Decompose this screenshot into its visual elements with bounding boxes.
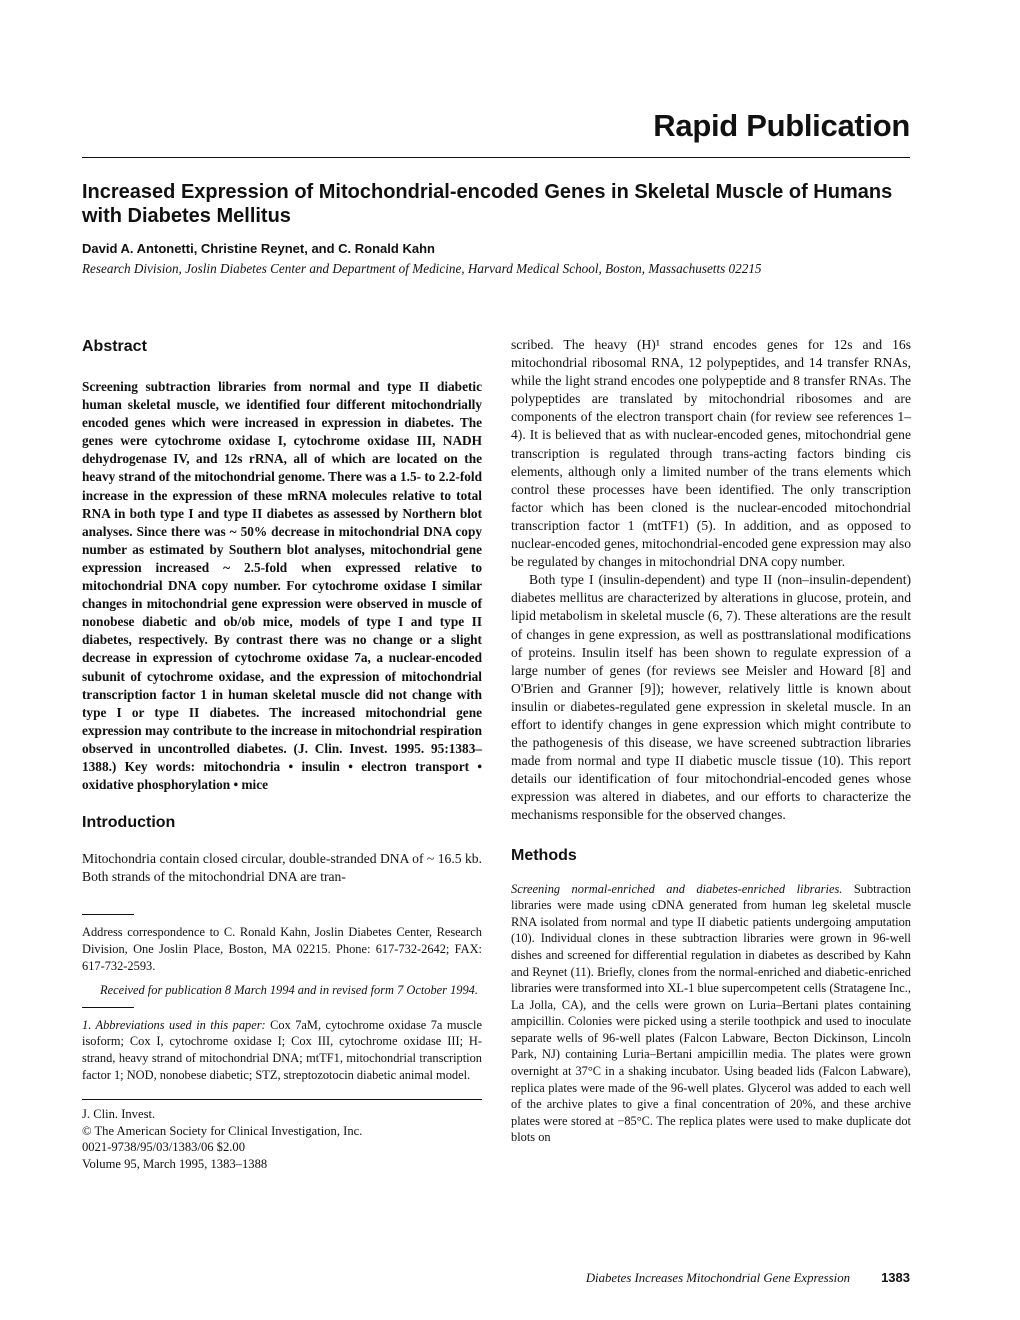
journal-info <box>82 1106 482 1172</box>
journal-name: J. Clin. Invest. <box>82 1107 156 1122</box>
header-rule <box>82 157 910 158</box>
abbreviations-note <box>82 1017 482 1083</box>
introduction-para1-start: Mitochondria contain closed circular, double-stranded DNA of ~ 16.5 kb. Both strands of the mitochondrial DNA are tran- <box>82 851 482 885</box>
methods-subheading: Screening normal-enriched and diabetes-enriched libraries. <box>511 881 843 896</box>
article-authors: David A. Antonetti, Christine Reynet, and C. Ronald Kahn <box>82 241 435 256</box>
footnote-rule-2 <box>82 1007 134 1008</box>
abstract-text: Screening subtraction libraries from normal and type II diabetic human skeletal muscle, we identified four different mitochondrially encoded genes which were increased in expression in diabetes. The genes were cytochrome oxidase I, cytochrome oxidase III, NADH dehydrogenase IV, and 12s rRNA, all of which are located on the heavy strand of the mitochondrial genome. There was a 1.5- to 2.2-fold increase in the expression of these mRNA molecules relative to total RNA in both type I and type II diabetes as assessed by Northern blot analyses. Since there was ~ 50% decrease in mitochondrial DNA copy number as estimated by Southern blot analyses, mitochondrial gene expression increased ~ 2.5-fold when expressed relative to mitochondrial DNA copy number. For cytochrome oxidase I similar changes in mitochondrial gene expression were observed in muscle of nonobese diabetic and ob/ob mice, models of type I and type II diabetes, respectively. By contrast there was no change or a slight decrease in expression of cytochrome oxidase 7a, a nuclear-encoded subunit of cytochrome oxidase, and the expression of mitochondrial transcription factor 1 in human skeletal muscle did not change with type I or type II diabetes. The increased mitochondrial gene expression may contribute to the increase in mitochondrial respiration observed in uncontrolled diabetes. (J. Clin. Invest. 1995. 95:1383–1388.) Key words: mitochondria • insulin • electron transport • oxidative phosphorylation • mice <box>82 379 482 793</box>
introduction-para2: Both type I (insulin-dependent) and type II (non–insulin-dependent) diabetes mellitus are characterized by alterations in glucose, protein, and lipid metabolism in skeletal muscle (6, 7). These alterations are the result of changes in gene expression, as well as posttranslational modifications of proteins. Insulin itself has been shown to regulate expression of a large number of genes (for reviews see Meisler and Howard [8] and O'Brien and Granner [9]); however, relatively little is known about insulin or diabetes-regulated gene expression in skeletal muscle. In an effort to identify changes in gene expression which might contribute to the pathogenesis of this disease, we have screened subtraction libraries made from normal and type II diabetic muscle tissue (10). This report details our identification of four mitochondrial-encoded genes whose expression was altered in diabetes, and our efforts to characterize the mechanisms responsible for the observed changes. <box>511 572 911 823</box>
article-title: Increased Expression of Mitochondrial-encoded Genes in Skeletal Muscle of Humans with Diabetes Mellitus <box>82 181 893 227</box>
section-label: Rapid Publication <box>653 108 910 143</box>
running-title: Diabetes Increases Mitochondrial Gene Expression <box>585 1271 850 1285</box>
abbreviations-label: 1. Abbreviations used in this paper: <box>82 1017 266 1032</box>
correspondence-note: Address correspondence to C. Ronald Kahn, Joslin Diabetes Center, Research Division, One Joslin Place, Boston, MA 02215. Phone: 617-732-2642; FAX: 617-732-2593. <box>82 925 482 973</box>
abstract-heading: Abstract <box>82 338 147 355</box>
introduction-heading: Introduction <box>82 814 176 832</box>
abbreviations-text: Cox 7aM, cytochrome oxidase 7a muscle isoform; Cox I, cytochrome oxidase I; Cox III, cytochrome oxidase III; H-strand, heavy strand of mitochondrial DNA; mtTF1, mitochondrial transcription factor 1; NOD, nonobese diabetic; STZ, streptozotocin diabetic animal model. <box>82 1017 482 1082</box>
introduction-para1-cont: scribed. The heavy (H)¹ strand encodes genes for 12s and 16s mitochondrial ribosomal RNA, 12 polypeptides, and 14 transfer RNAs, while the light strand encodes one polypeptide and 8 transfer RNAs. The polypeptides are translated by mitochondrial ribosomes and are components of the electron transport chain (for review see references 1–4). It is believed that as with nuclear-encoded genes, mitochondrial gene transcription is regulated through trans-acting factors binding cis elements, although only a limited number of the trans elements which control these processes have been identified. The only transcription factor which has been cloned is the nuclear-encoded mitochondrial transcription factor 1 (mtTF1) (5). In addition, and as opposed to nuclear-encoded genes, mitochondrial-encoded gene expression may also be regulated by changes in mitochondrial DNA copy number. <box>511 337 911 570</box>
methods-para <box>511 881 911 1147</box>
methods-heading: Methods <box>511 846 577 864</box>
left-column <box>82 338 482 1172</box>
right-column <box>511 336 911 1146</box>
copyright-line: © The American Society for Clinical Investigation, Inc. <box>82 1123 363 1138</box>
issn-line: 0021-9738/95/03/1383/06 $2.00 <box>82 1140 246 1155</box>
footnote-rule <box>82 914 134 915</box>
volume-line: Volume 95, March 1995, 1383–1388 <box>82 1156 268 1171</box>
article-affiliation: Research Division, Joslin Diabetes Center and Department of Medicine, Harvard Medical School, Boston, Massachusetts 02215 <box>82 261 762 276</box>
page-number: 1383 <box>881 1270 910 1285</box>
received-note: Received for publication 8 March 1994 and in revised form 7 October 1994. <box>100 983 478 998</box>
methods-text: Subtraction libraries were made using cDNA generated from human leg skeletal muscle RNA isolated from normal and type II diabetic patients undergoing amputation (10). Individual clones in these subtraction libraries were grown in 96-well dishes and screened for differential regulation in diabetes as described by Kahn and Reynet (11). Briefly, clones from the normal-enriched and diabetic-enriched libraries were transformed into XL-1 blue supercompetent cells (Stratagene Inc., La Jolla, CA), and the cells were grown on Luria–Bertani plates containing ampicillin. Colonies were picked using a sterile toothpick and used to inoculate separate wells of 96-well plates (Falcon Labware, Becton Dickinson, Lincoln Park, NJ) containing Luria–Bertani ampicillin media. The plates were grown overnight at 37°C in a shaking incubator. Using beaded lids (Falcon Labware), replica plates were made of the 96-well plates. Glycerol was added to each well of the archive plates to give a final concentration of 20%, and these archive plates were stored at −85°C. The replica plates were used to make duplicate dot blots on <box>511 881 911 1145</box>
journal-info-rule <box>82 1099 482 1100</box>
